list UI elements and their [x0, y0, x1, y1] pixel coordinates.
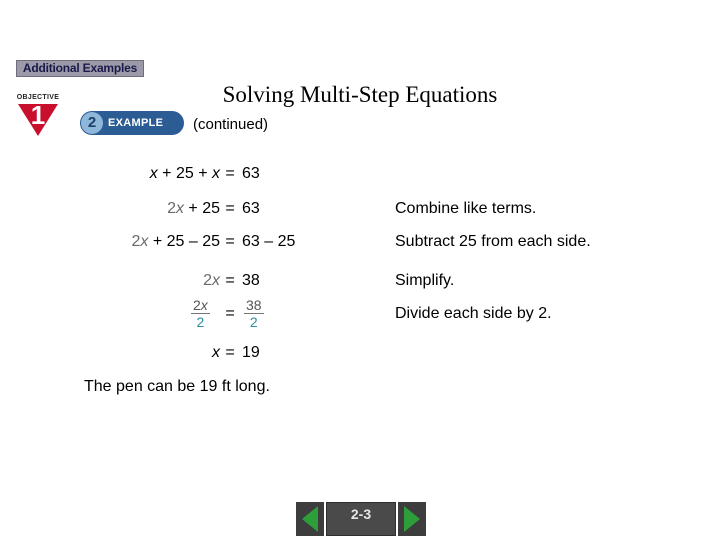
continued-label: (continued)	[193, 116, 269, 133]
objective-number: 1	[30, 100, 46, 130]
arrow-left-icon	[296, 502, 324, 536]
next-slide-button[interactable]	[398, 502, 426, 536]
step-6-equals: =	[225, 344, 235, 361]
step-4-rhs: 38	[242, 272, 260, 289]
additional-examples-banner: Additional Examples	[16, 60, 144, 77]
step-3-lhs: 2x + 25 – 25	[131, 233, 220, 250]
step-2-lhs: 2x + 25	[167, 200, 220, 217]
lesson-number: 2-3	[350, 506, 372, 522]
step-4-lhs: 2x	[203, 272, 220, 289]
step-2-equals: =	[225, 200, 235, 217]
step-5-equals: =	[225, 305, 235, 322]
step-3-note: Subtract 25 from each side.	[395, 233, 591, 250]
step-1-lhs: x + 25 + x	[149, 165, 220, 182]
step-2-rhs: 63	[242, 200, 260, 217]
example-label: EXAMPLE	[108, 117, 164, 129]
step-5-lhs-fraction: 2x 2	[193, 297, 208, 330]
step-1-rhs: 63	[242, 165, 260, 182]
step-5-note: Divide each side by 2.	[395, 305, 552, 322]
objective-label: OBJECTIVE	[16, 94, 60, 101]
answer-text: The pen can be 19 ft long.	[84, 378, 270, 395]
step-6-lhs: x	[212, 344, 220, 361]
step-4-note: Simplify.	[395, 272, 455, 289]
step-3-rhs: 63 – 25	[242, 233, 296, 250]
step-4-equals: =	[225, 272, 235, 289]
step-6-rhs: 19	[242, 344, 260, 361]
slide-title: Solving Multi-Step Equations	[222, 82, 498, 107]
step-3-equals: =	[225, 233, 235, 250]
step-2-note: Combine like terms.	[395, 200, 537, 217]
step-5-rhs-fraction: 38 2	[246, 297, 262, 330]
step-1-equals: =	[225, 165, 235, 182]
previous-slide-button[interactable]	[296, 502, 324, 536]
example-number: 2	[87, 114, 97, 131]
arrow-right-icon	[398, 502, 426, 536]
